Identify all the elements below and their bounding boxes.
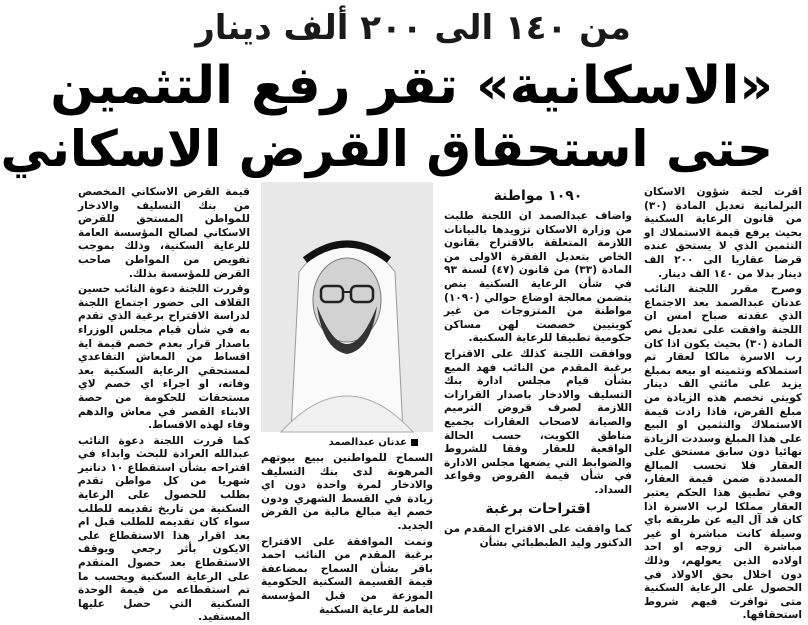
photo-caption (268, 436, 418, 450)
paragraph: كما قررت اللجنة دعوة النائب عبدالله العرادة للبحث وابداء في اقتراحه بشأن استقطاع ١٠ دنانير شهريا من كل مواطن تقدم بطلب للحصول على الرعاية السكنية من تاريخ تقديمه للطلب سواء كان تقديمه للطلب قبل ام بعد اقرار هذا الاستقطاع على الايكون بأثر رجعي ويوقف الاستقطاع بعد حصول المتقدم على الرعاية السكنية ويحسب ما تم استقطاعه من قيمة الوحدة السكنية التي حصل عليها المستفيد. (78, 434, 250, 624)
paragraph: واضاف عبدالصمد ان اللجنة طلبت من وزارة الاسكان تزويدها بالبيانات اللازمة المتعلقة بالاقتراح بقانون الخاص بتعديل الفقرة الاولى من المادة (٣٣) من قانون (٤٧) لسنة ٩٣ في شأن الرعاية السكنية بنص يتضمن معالجة اوضاع حوالي (١٠٩٠) مواطنة من المتزوجات من غير كويتيين خصصت لهن مساكن حكومية تطبيقا للرعاية السكنية. (444, 210, 632, 345)
portrait-photo (261, 182, 433, 432)
paragraph: قيمة القرض الاسكاني المخصص من بنك التسليف والادخار للمواطن المستحق للقرض الاسكاني لصالح المؤسسة العامة للرعاية السكنية، وذلك بموجب تفويض من المواطن صاحب القرض للمؤسسة بذلك. (78, 186, 250, 280)
portrait-illustration (261, 182, 433, 432)
caption-text: عدنان عبدالصمد (328, 437, 407, 448)
subheading-1090: ١٠٩٠ مواطنة (493, 188, 583, 204)
article-column-4 (78, 186, 250, 624)
paragraph: وتمت الموافقة على الاقتراح برغبة المقدم من النائب احمد باقر بشأن السماح بمضاعفة قيمة القسيمة السكنية الحكومية الموزعة من قبل المؤسسة العامة للرعاية السكنية (261, 535, 433, 616)
paragraph: وقررت اللجنة دعوة النائب حسين القلاف الى حضور اجتماع اللجنة لدراسة الاقتراح برغبة الذي تقدم به في شأن قيام مجلس الوزراء باصدار قرار بعدم خصم قيمة اية اقساط من المعاش التقاعدي لمستحقي الرعاية السكنية بعد وفاته، او اجراء اي خصم لاي مستحقات للحكومة من حصة الابناء القصر في معاش والدهم وفاء لهذه الاقساط. (78, 283, 250, 432)
paragraph: وصرح مقرر اللجنة النائب عدنان عبدالصمد بعد الاجتماع الذي عقدته صباح امس ان اللجنة وافقت على تعديل نص المادة (٣٠) بحيث يكون اذا كان رب الاسرة مالكا لعقار تم استملاكه وتثمينه او بيعه بمبلغ يزيد على مائتي الف دينار كويتي تخصم هذه الزيادة من مبلغ القرض، فاذا زادت قيمة الاستملاك والتثمين او البيع على هذا المبلغ وسددت الزيادة نهائيا دون سابق مستحق على العقار فلا تحسب المبالغ المسددة ضمن قيمة العقار، وفي تطبيق هذا الحكم يعتبر العقار مملكا لرب الاسرة اذا كان قد آل اليه عن طريقه باي وسيلة كانت مباشرة او غير مباشرة الى زوجه او احد اولاده الذين يعولهم، وذلك دون اخلال بحق الاولاد في الحصول على الرعاية السكنية متى توافرت فيهم شروط استحقاقها. (644, 283, 802, 622)
caption-bullet-icon (411, 439, 418, 446)
main-headline-line-2: حتى استحقاق القرض الاسكاني (0, 120, 773, 178)
main-headline-line-1: «الاسكانية» تقر رفع التثمين (50, 56, 773, 116)
paragraph: كما وافقت على الاقتراح المقدم من الدكتور وليد الطبطبائي بشأن (444, 523, 632, 550)
article-column-2 (444, 186, 632, 608)
paragraph: اقرت لجنة شؤون الاسكان البرلمانية تعديل المادة (٣٠) من قانون الرعاية السكنية بحيث يرفع قيمة الاستملاك او التثمين الذي لا يستحق عنده قرضا عقاريا الى ٢٠٠ الف دينار بدلا من ١٤٠ الف دينار. (644, 186, 802, 280)
paragraph: ووافقت اللجنة كذلك على الاقتراح برغبة المقدم من النائب فهد الميع بشأن قيام مجلس ادارة بنك التسليف والادخار باصدار القرارات اللازمة لصرف قروض الترميم والصيانة لاصحاب العقارات بجميع مناطق الكويت، حسب الحالة الواقعية للعقار وفقا للشروط والضوابط التي يضعها مجلس الادارة في شأن قيمة القروض وقواعد السداد. (444, 347, 632, 496)
subheading-proposals: اقتراحات برغبة (485, 501, 591, 518)
article-column-3 (261, 452, 433, 616)
article-column-1 (644, 186, 802, 622)
paragraph: السماح للمواطنين ببيع بيوتهم المرهونة لدى بنك التسليف والادخار لمرة واحدة دون اي زيادة في القسط الشهري ودون خصم اية مبالغ مالية من القرض الجديد. (261, 452, 433, 532)
kicker-headline: من ١٤٠ الى ٢٠٠ ألف دينار (195, 8, 631, 48)
